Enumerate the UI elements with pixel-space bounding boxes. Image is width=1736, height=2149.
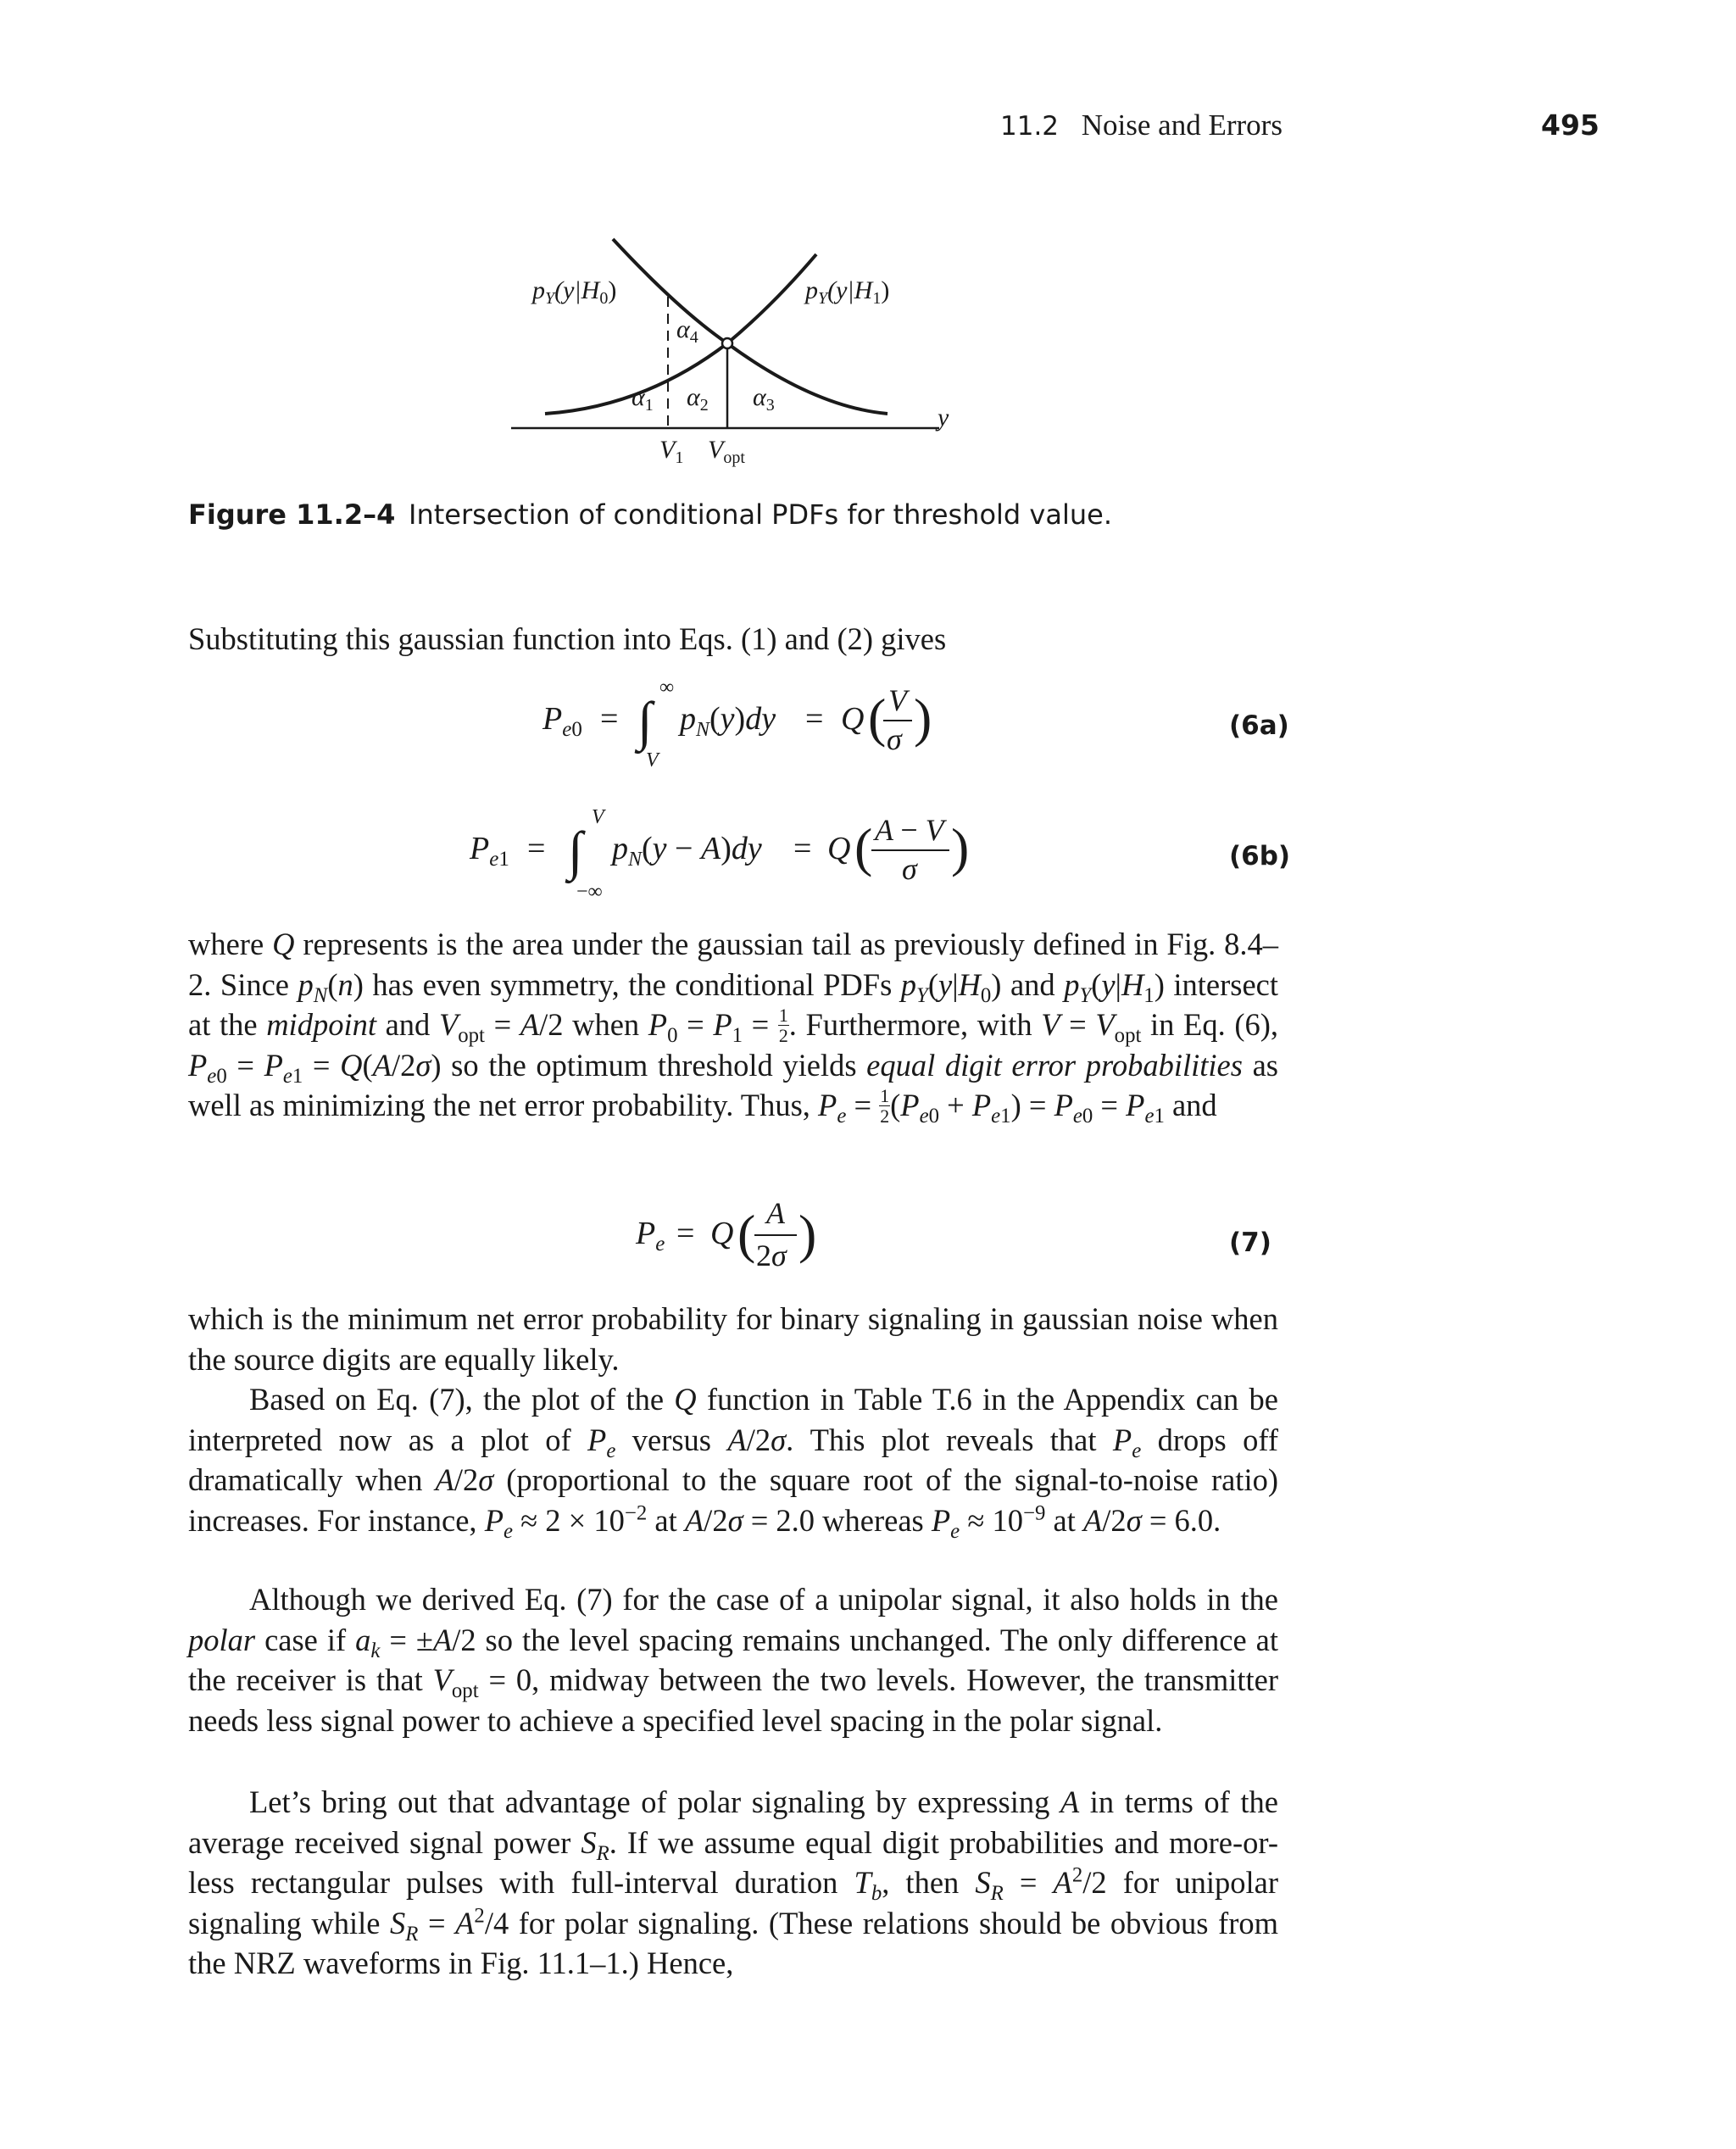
svg-text:): ) bbox=[798, 1204, 817, 1264]
page-number: 495 bbox=[1541, 109, 1600, 142]
label-v1: $V_1$ bbox=[659, 436, 684, 467]
svg-text:): ) bbox=[914, 688, 932, 748]
paragraph-minimum-error: which is the minimum net error probability for binary signaling in gaussian noise when the source digits are equally likely. bbox=[188, 1301, 1278, 1377]
svg-text:Pe1: $P_e1$ bbox=[470, 831, 509, 871]
paragraph-although: Although we derived Eq. (7) for the case of a unipolar signal, it also holds in the polar case if $a_k = \pm A/2$ so the level spacing remains unchanged. The only difference at the receiver is that $V_{opt} = 0$, midway between the two levels. However, the transmitter needs less signal power to achieve a specified level spacing in the polar signal. bbox=[188, 1582, 1279, 1738]
svg-text:(: ( bbox=[868, 688, 887, 748]
paragraph-where-q: where Q represents is the area under the gaussian tail as previously defined in Fig. 8.4–2. Since $p_N(n)$ has even symmetry, the conditional PDFs $p_Y(y|H_0)$ and $p_Y(y|H_1)$ intersect at the midpoint and $V_{opt} = A/2$ when $P_0 = P_1$ = $\frac{1}{2}$ . Furthermore, with $V = V_{opt}$ in Eq. (6), $P_{e0} = P_{e1} = Q(A/2\sigma)$ so the optimum threshold yields equal digit error probabilities as well as minimizing the net error probability. Thus, $P_e$ = $\frac{1}{2}$ $(P_{e0} + P_{e1}) = P_{e0} = P_{e1}$ and bbox=[188, 927, 1279, 1128]
svg-text:Pe: $P_e$ bbox=[636, 1216, 665, 1255]
intro-paragraph: Substituting this gaussian function into Eqs. (1) and (2) gives bbox=[188, 621, 947, 656]
svg-text:(: ( bbox=[854, 817, 873, 877]
equation-6b bbox=[465, 801, 1007, 916]
svg-text:pN(y − A)dy: $p_N(y - A)dy$ bbox=[612, 831, 762, 871]
svg-text:∞: ∞ bbox=[659, 676, 675, 699]
equation-6a bbox=[534, 671, 941, 782]
svg-text:Q: Q bbox=[841, 701, 865, 737]
svg-text:∫: ∫ bbox=[568, 821, 583, 881]
svg-text:A: A bbox=[766, 1196, 785, 1230]
running-header bbox=[1000, 109, 1283, 142]
svg-text:V: V bbox=[592, 806, 604, 828]
equation-6b-number: (6b) bbox=[1229, 841, 1291, 871]
svg-text:pN(y)dy: $p_N(y)dy$ bbox=[680, 701, 776, 741]
svg-text:−∞: −∞ bbox=[576, 881, 603, 903]
equation-6a-number: (6a) bbox=[1229, 710, 1289, 741]
svg-text:2σ: 2σ bbox=[756, 1239, 787, 1272]
paragraph-based-on-eq7: Based on Eq. (7), the plot of the Q function in Table T.6 in the Appendix can be interpreted now as a plot of $P_e$ versus A/2σ. This plot reveals that $P_e$ drops off dramatically when A/2σ (proportional to the square root of the signal-to-noise ratio) increases. For instance, $P_e \approx 2 \times 10^{-2}$ at A/2σ = 2.0 whereas $P_e \approx 10^{-9}$ at A/2σ = 6.0. bbox=[188, 1382, 1279, 1543]
svg-text:Pe0: $P_e0$ bbox=[542, 701, 582, 741]
svg-text:V: V bbox=[888, 683, 907, 717]
svg-text:=: = bbox=[600, 701, 619, 737]
svg-text:Q: Q bbox=[710, 1216, 734, 1251]
svg-text:σ: σ bbox=[887, 722, 902, 756]
label-alpha1: $\alpha_1$ bbox=[632, 383, 654, 415]
equation-7 bbox=[627, 1191, 848, 1284]
label-alpha2: $\alpha_2$ bbox=[687, 383, 709, 415]
label-alpha3: $\alpha_3$ bbox=[753, 383, 775, 415]
section-title: Noise and Errors bbox=[1081, 109, 1283, 142]
equation-7-number: (7) bbox=[1229, 1228, 1271, 1258]
label-vopt: $V_{opt}$ bbox=[708, 436, 745, 467]
svg-text:=: = bbox=[805, 701, 824, 737]
label-alpha4: $\alpha_4$ bbox=[676, 315, 698, 347]
svg-text:Q: Q bbox=[827, 831, 851, 866]
label-y-axis: y bbox=[938, 404, 949, 431]
svg-text:=: = bbox=[793, 831, 812, 866]
section-number: 11.2 bbox=[1000, 111, 1060, 142]
paragraph-lets-bring-out: Let’s bring out that advantage of polar signaling by expressing A in terms of the average received signal power $S_R$. If we assume equal digit probabilities and more-or-less rectangular pulses with full-interval duration $T_b$, then $S_R = A^2/2$ for unipolar signaling while $S_R = A^2/4$ for polar signaling. (These relations should be obvious from the NRZ waveforms in Fig. 11.1–1.) Hence, bbox=[188, 1784, 1279, 1980]
svg-text:A − V: A − V bbox=[875, 813, 944, 847]
figure-conditional-pdfs bbox=[475, 229, 1000, 483]
svg-text:σ: σ bbox=[902, 852, 917, 886]
label-pdf-h1: $p_Y(y|H_1)$ bbox=[805, 276, 890, 308]
svg-text:(: ( bbox=[737, 1204, 756, 1264]
svg-text:=: = bbox=[527, 831, 546, 866]
svg-text:): ) bbox=[951, 817, 970, 877]
figure-caption: Intersection of conditional PDFs for threshold value. bbox=[409, 498, 1112, 531]
svg-text:∫: ∫ bbox=[637, 691, 653, 751]
figure-label: Figure 11.2–4 bbox=[188, 498, 396, 531]
label-pdf-h0: $p_Y(y|H_0)$ bbox=[532, 276, 617, 308]
intersection-point bbox=[722, 338, 732, 348]
svg-text:=: = bbox=[676, 1216, 695, 1251]
svg-text:V: V bbox=[646, 749, 659, 771]
